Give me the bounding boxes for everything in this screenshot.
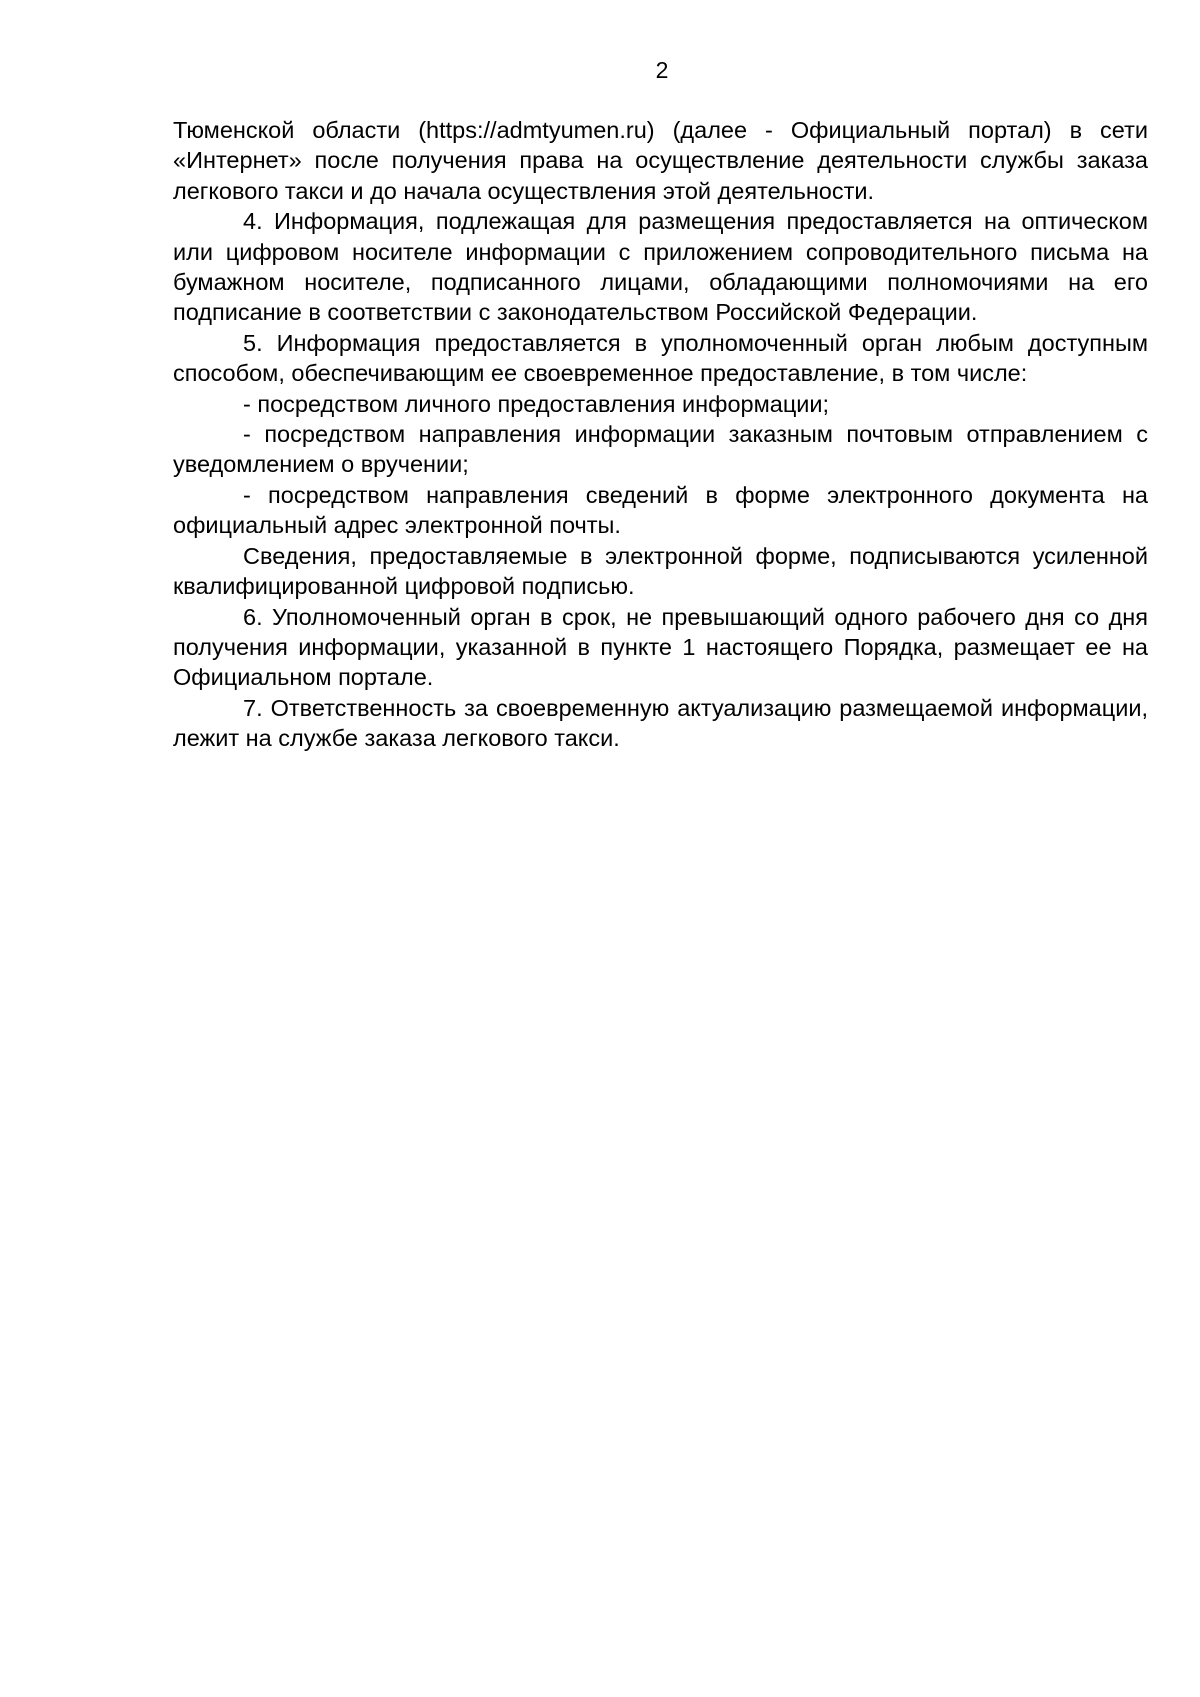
paragraph-method-personal: - посредством личного предоставления информации;: [243, 390, 830, 417]
paragraph-continuation: Тюменской области (https://admtyumen.ru) (далее - Официальный портал) в сети «Интернет» после получения права на осуществление деятельности службы заказа легкового такси и до начала осуществления этой деятельности.: [173, 117, 1148, 204]
paragraph-item-7: 7. Ответственность за своевременную актуализацию размещаемой информации, лежит на службе заказа легкового такси.: [173, 694, 1148, 752]
paragraph-electronic-signature: Сведения, предоставляемые в электронной форме, подписываются усиленной квалифицированной цифровой подписью.: [173, 542, 1148, 600]
paragraph-item-5: 5. Информация предоставляется в уполномоченный орган любым доступным способом, обеспечивающим ее своевременное предоставление, в том числе:: [173, 329, 1148, 387]
document-body: [173, 115, 1148, 754]
paragraph-item-6: 6. Уполномоченный орган в срок, не превышающий одного рабочего дня со дня получения информации, указанной в пункте 1 настоящего Порядка, размещает ее на Официальном портале.: [173, 603, 1148, 691]
paragraph-method-email: - посредством направления сведений в форме электронного документа на официальный адрес электронной почты.: [173, 481, 1148, 539]
paragraph-item-4: 4. Информация, подлежащая для размещения предоставляется на оптическом или цифровом носителе информации с приложением сопроводительного письма на бумажном носителе, подписанного лицами, обладающими полномочиями на его подписание в соответствии с законодательством Российской Федерации.: [173, 208, 1148, 326]
paragraph-method-mail: - посредством направления информации заказным почтовым отправлением с уведомлением о вручении;: [173, 421, 1148, 478]
page-number: 2: [655, 57, 669, 83]
